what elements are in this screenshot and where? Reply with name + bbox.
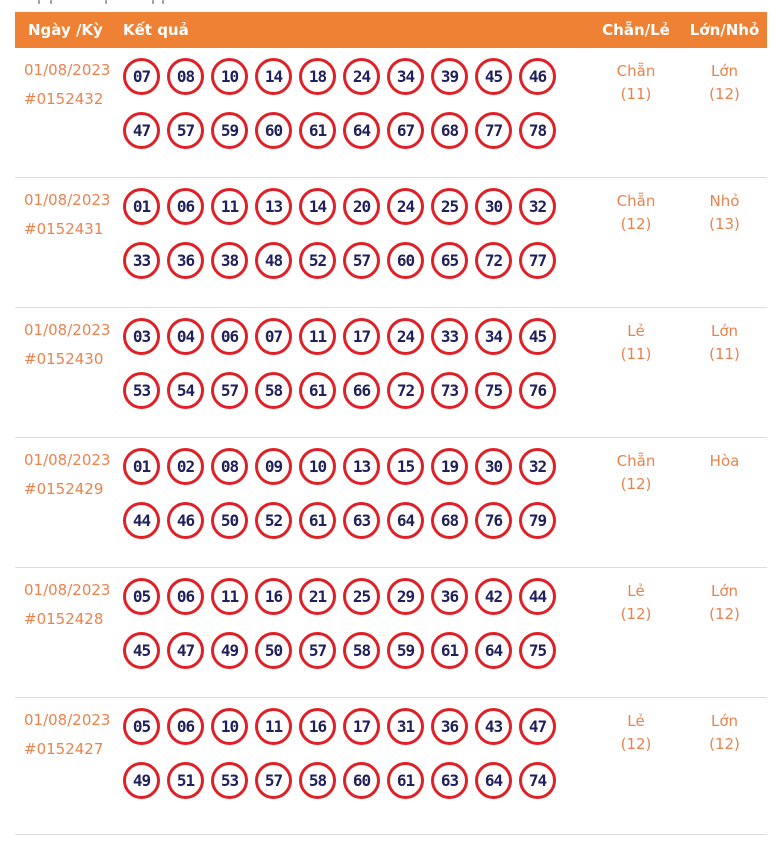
number-ball: 60 [255, 112, 292, 149]
lonnho-label: Lớn [710, 62, 739, 80]
number-ball: 10 [299, 448, 336, 485]
number-ball: 72 [475, 242, 512, 279]
draw-date-period [15, 308, 123, 437]
lonnho-count: (12) [709, 85, 740, 103]
draw-date-period [15, 698, 123, 834]
draw-date: 01/08/2023 [24, 321, 111, 339]
header-col-chanle: Chẵn/Lẻ [602, 21, 670, 39]
draw-period: #0152430 [24, 350, 104, 368]
number-ball: 32 [519, 448, 556, 485]
number-ball: 30 [475, 188, 512, 225]
number-ball: 72 [387, 372, 424, 409]
draw-numbers [123, 698, 590, 834]
draw-period: #0152428 [24, 610, 104, 628]
lonnho-stat [682, 48, 767, 177]
lonnho-stat [682, 308, 767, 437]
number-ball: 19 [431, 448, 468, 485]
number-ball: 13 [343, 448, 380, 485]
numbers-line-1 [123, 448, 590, 485]
table-row [15, 438, 767, 568]
number-ball: 53 [211, 762, 248, 799]
number-ball: 60 [387, 242, 424, 279]
header-col-result: Kết quả [123, 21, 189, 39]
draw-date: 01/08/2023 [24, 61, 111, 79]
number-ball: 58 [299, 762, 336, 799]
number-ball: 61 [387, 762, 424, 799]
number-ball: 64 [475, 632, 512, 669]
number-ball: 51 [167, 762, 204, 799]
number-ball: 15 [387, 448, 424, 485]
number-ball: 45 [475, 58, 512, 95]
header-col-date: Ngày /Kỳ [28, 21, 103, 39]
number-ball: 77 [519, 242, 556, 279]
number-ball: 57 [211, 372, 248, 409]
table-row [15, 698, 767, 835]
draw-date-period [15, 438, 123, 567]
table-row [15, 48, 767, 178]
number-ball: 30 [475, 448, 512, 485]
number-ball: 17 [343, 318, 380, 355]
number-ball: 68 [431, 502, 468, 539]
draw-date-period [15, 48, 123, 177]
number-ball: 63 [431, 762, 468, 799]
number-ball: 45 [123, 632, 160, 669]
draw-period: #0152427 [24, 740, 104, 758]
number-ball: 61 [299, 372, 336, 409]
number-ball: 77 [475, 112, 512, 149]
number-ball: 66 [343, 372, 380, 409]
number-ball: 06 [167, 578, 204, 615]
numbers-line-1 [123, 188, 590, 225]
chanle-count: (12) [620, 475, 652, 493]
number-ball: 33 [123, 242, 160, 279]
number-ball: 60 [343, 762, 380, 799]
lonnho-stat [682, 698, 767, 834]
number-ball: 07 [255, 318, 292, 355]
number-ball: 06 [167, 188, 204, 225]
number-ball: 24 [343, 58, 380, 95]
number-ball: 17 [343, 708, 380, 745]
numbers-line-1 [123, 578, 590, 615]
table-header-row [15, 12, 767, 48]
numbers-line-2 [123, 242, 590, 279]
number-ball: 53 [123, 372, 160, 409]
number-ball: 61 [299, 502, 336, 539]
number-ball: 44 [519, 578, 556, 615]
draw-date: 01/08/2023 [24, 451, 111, 469]
number-ball: 43 [475, 708, 512, 745]
draw-numbers [123, 308, 590, 437]
draw-date-period [15, 568, 123, 697]
chanle-label: Chẵn [616, 62, 656, 80]
number-ball: 01 [123, 448, 160, 485]
number-ball: 13 [255, 188, 292, 225]
number-ball: 68 [431, 112, 468, 149]
keno-results-table [15, 12, 767, 835]
number-ball: 78 [519, 112, 556, 149]
number-ball: 58 [255, 372, 292, 409]
number-ball: 47 [519, 708, 556, 745]
number-ball: 74 [519, 762, 556, 799]
number-ball: 59 [211, 112, 248, 149]
number-ball: 47 [123, 112, 160, 149]
number-ball: 24 [387, 318, 424, 355]
number-ball: 06 [167, 708, 204, 745]
number-ball: 11 [211, 188, 248, 225]
number-ball: 57 [167, 112, 204, 149]
number-ball: 05 [123, 708, 160, 745]
draw-numbers [123, 438, 590, 567]
number-ball: 79 [519, 502, 556, 539]
chanle-count: (12) [620, 735, 652, 753]
chanle-stat [590, 438, 682, 567]
number-ball: 76 [475, 502, 512, 539]
lonnho-label: Lớn [710, 712, 739, 730]
number-ball: 34 [387, 58, 424, 95]
lonnho-label: Lớn [710, 322, 739, 340]
lonnho-count: (13) [709, 215, 740, 233]
chanle-count: (11) [620, 345, 652, 363]
lonnho-stat [682, 568, 767, 697]
draw-numbers [123, 48, 590, 177]
number-ball: 76 [519, 372, 556, 409]
number-ball: 52 [255, 502, 292, 539]
number-ball: 57 [343, 242, 380, 279]
draw-period: #0152432 [24, 90, 104, 108]
number-ball: 46 [519, 58, 556, 95]
number-ball: 61 [431, 632, 468, 669]
chanle-stat [590, 308, 682, 437]
table-row [15, 308, 767, 438]
number-ball: 16 [255, 578, 292, 615]
number-ball: 20 [343, 188, 380, 225]
chanle-label: Chẵn [616, 192, 656, 210]
number-ball: 25 [431, 188, 468, 225]
draw-date: 01/08/2023 [24, 581, 111, 599]
number-ball: 29 [387, 578, 424, 615]
number-ball: 07 [123, 58, 160, 95]
draw-numbers [123, 178, 590, 307]
chanle-count: (11) [620, 85, 652, 103]
chanle-label: Chẵn [616, 452, 656, 470]
number-ball: 08 [167, 58, 204, 95]
number-ball: 73 [431, 372, 468, 409]
number-ball: 11 [299, 318, 336, 355]
chanle-label: Lẻ [627, 582, 645, 600]
chanle-count: (12) [620, 215, 652, 233]
number-ball: 09 [255, 448, 292, 485]
number-ball: 32 [519, 188, 556, 225]
draw-period: #0152431 [24, 220, 104, 238]
number-ball: 16 [299, 708, 336, 745]
lonnho-count: (12) [709, 735, 740, 753]
number-ball: 24 [387, 188, 424, 225]
number-ball: 03 [123, 318, 160, 355]
number-ball: 11 [211, 578, 248, 615]
lonnho-stat [682, 178, 767, 307]
number-ball: 14 [299, 188, 336, 225]
number-ball: 58 [343, 632, 380, 669]
lonnho-count: (11) [709, 345, 740, 363]
number-ball: 45 [519, 318, 556, 355]
table-row [15, 568, 767, 698]
numbers-line-1 [123, 58, 590, 95]
numbers-line-2 [123, 112, 590, 149]
number-ball: 49 [123, 762, 160, 799]
lonnho-label: Hòa [709, 452, 740, 470]
chanle-stat [590, 178, 682, 307]
numbers-line-1 [123, 318, 590, 355]
number-ball: 21 [299, 578, 336, 615]
number-ball: 75 [475, 372, 512, 409]
chanle-label: Lẻ [627, 322, 645, 340]
number-ball: 01 [123, 188, 160, 225]
number-ball: 31 [387, 708, 424, 745]
number-ball: 10 [211, 58, 248, 95]
draw-date: 01/08/2023 [24, 191, 111, 209]
lonnho-label: Lớn [710, 582, 739, 600]
number-ball: 67 [387, 112, 424, 149]
numbers-line-2 [123, 502, 590, 539]
number-ball: 38 [211, 242, 248, 279]
number-ball: 10 [211, 708, 248, 745]
number-ball: 39 [431, 58, 468, 95]
numbers-line-1 [123, 708, 590, 745]
chanle-label: Lẻ [627, 712, 645, 730]
number-ball: 06 [211, 318, 248, 355]
number-ball: 44 [123, 502, 160, 539]
number-ball: 50 [255, 632, 292, 669]
number-ball: 64 [475, 762, 512, 799]
numbers-line-2 [123, 632, 590, 669]
number-ball: 04 [167, 318, 204, 355]
number-ball: 49 [211, 632, 248, 669]
chanle-stat [590, 48, 682, 177]
number-ball: 14 [255, 58, 292, 95]
number-ball: 42 [475, 578, 512, 615]
lonnho-stat [682, 438, 767, 567]
number-ball: 64 [343, 112, 380, 149]
number-ball: 25 [343, 578, 380, 615]
number-ball: 33 [431, 318, 468, 355]
number-ball: 61 [299, 112, 336, 149]
lonnho-count: (12) [709, 605, 740, 623]
number-ball: 47 [167, 632, 204, 669]
number-ball: 18 [299, 58, 336, 95]
number-ball: 46 [167, 502, 204, 539]
number-ball: 02 [167, 448, 204, 485]
number-ball: 59 [387, 632, 424, 669]
results-table-body [15, 48, 767, 835]
chanle-stat [590, 568, 682, 697]
numbers-line-2 [123, 762, 590, 799]
number-ball: 36 [431, 708, 468, 745]
number-ball: 63 [343, 502, 380, 539]
draw-numbers [123, 568, 590, 697]
chanle-count: (12) [620, 605, 652, 623]
number-ball: 48 [255, 242, 292, 279]
number-ball: 64 [387, 502, 424, 539]
numbers-line-2 [123, 372, 590, 409]
table-row [15, 178, 767, 308]
chanle-stat [590, 698, 682, 834]
number-ball: 52 [299, 242, 336, 279]
number-ball: 34 [475, 318, 512, 355]
lonnho-label: Nhỏ [709, 192, 740, 210]
header-col-lonnho: Lớn/Nhỏ [689, 21, 760, 39]
draw-period: #0152429 [24, 480, 104, 498]
number-ball: 57 [255, 762, 292, 799]
number-ball: 75 [519, 632, 556, 669]
number-ball: 36 [431, 578, 468, 615]
number-ball: 08 [211, 448, 248, 485]
number-ball: 50 [211, 502, 248, 539]
number-ball: 65 [431, 242, 468, 279]
number-ball: 54 [167, 372, 204, 409]
number-ball: 11 [255, 708, 292, 745]
draw-date: 01/08/2023 [24, 711, 111, 729]
clipped-text-remnant [0, 0, 778, 5]
draw-date-period [15, 178, 123, 307]
number-ball: 05 [123, 578, 160, 615]
number-ball: 57 [299, 632, 336, 669]
number-ball: 36 [167, 242, 204, 279]
